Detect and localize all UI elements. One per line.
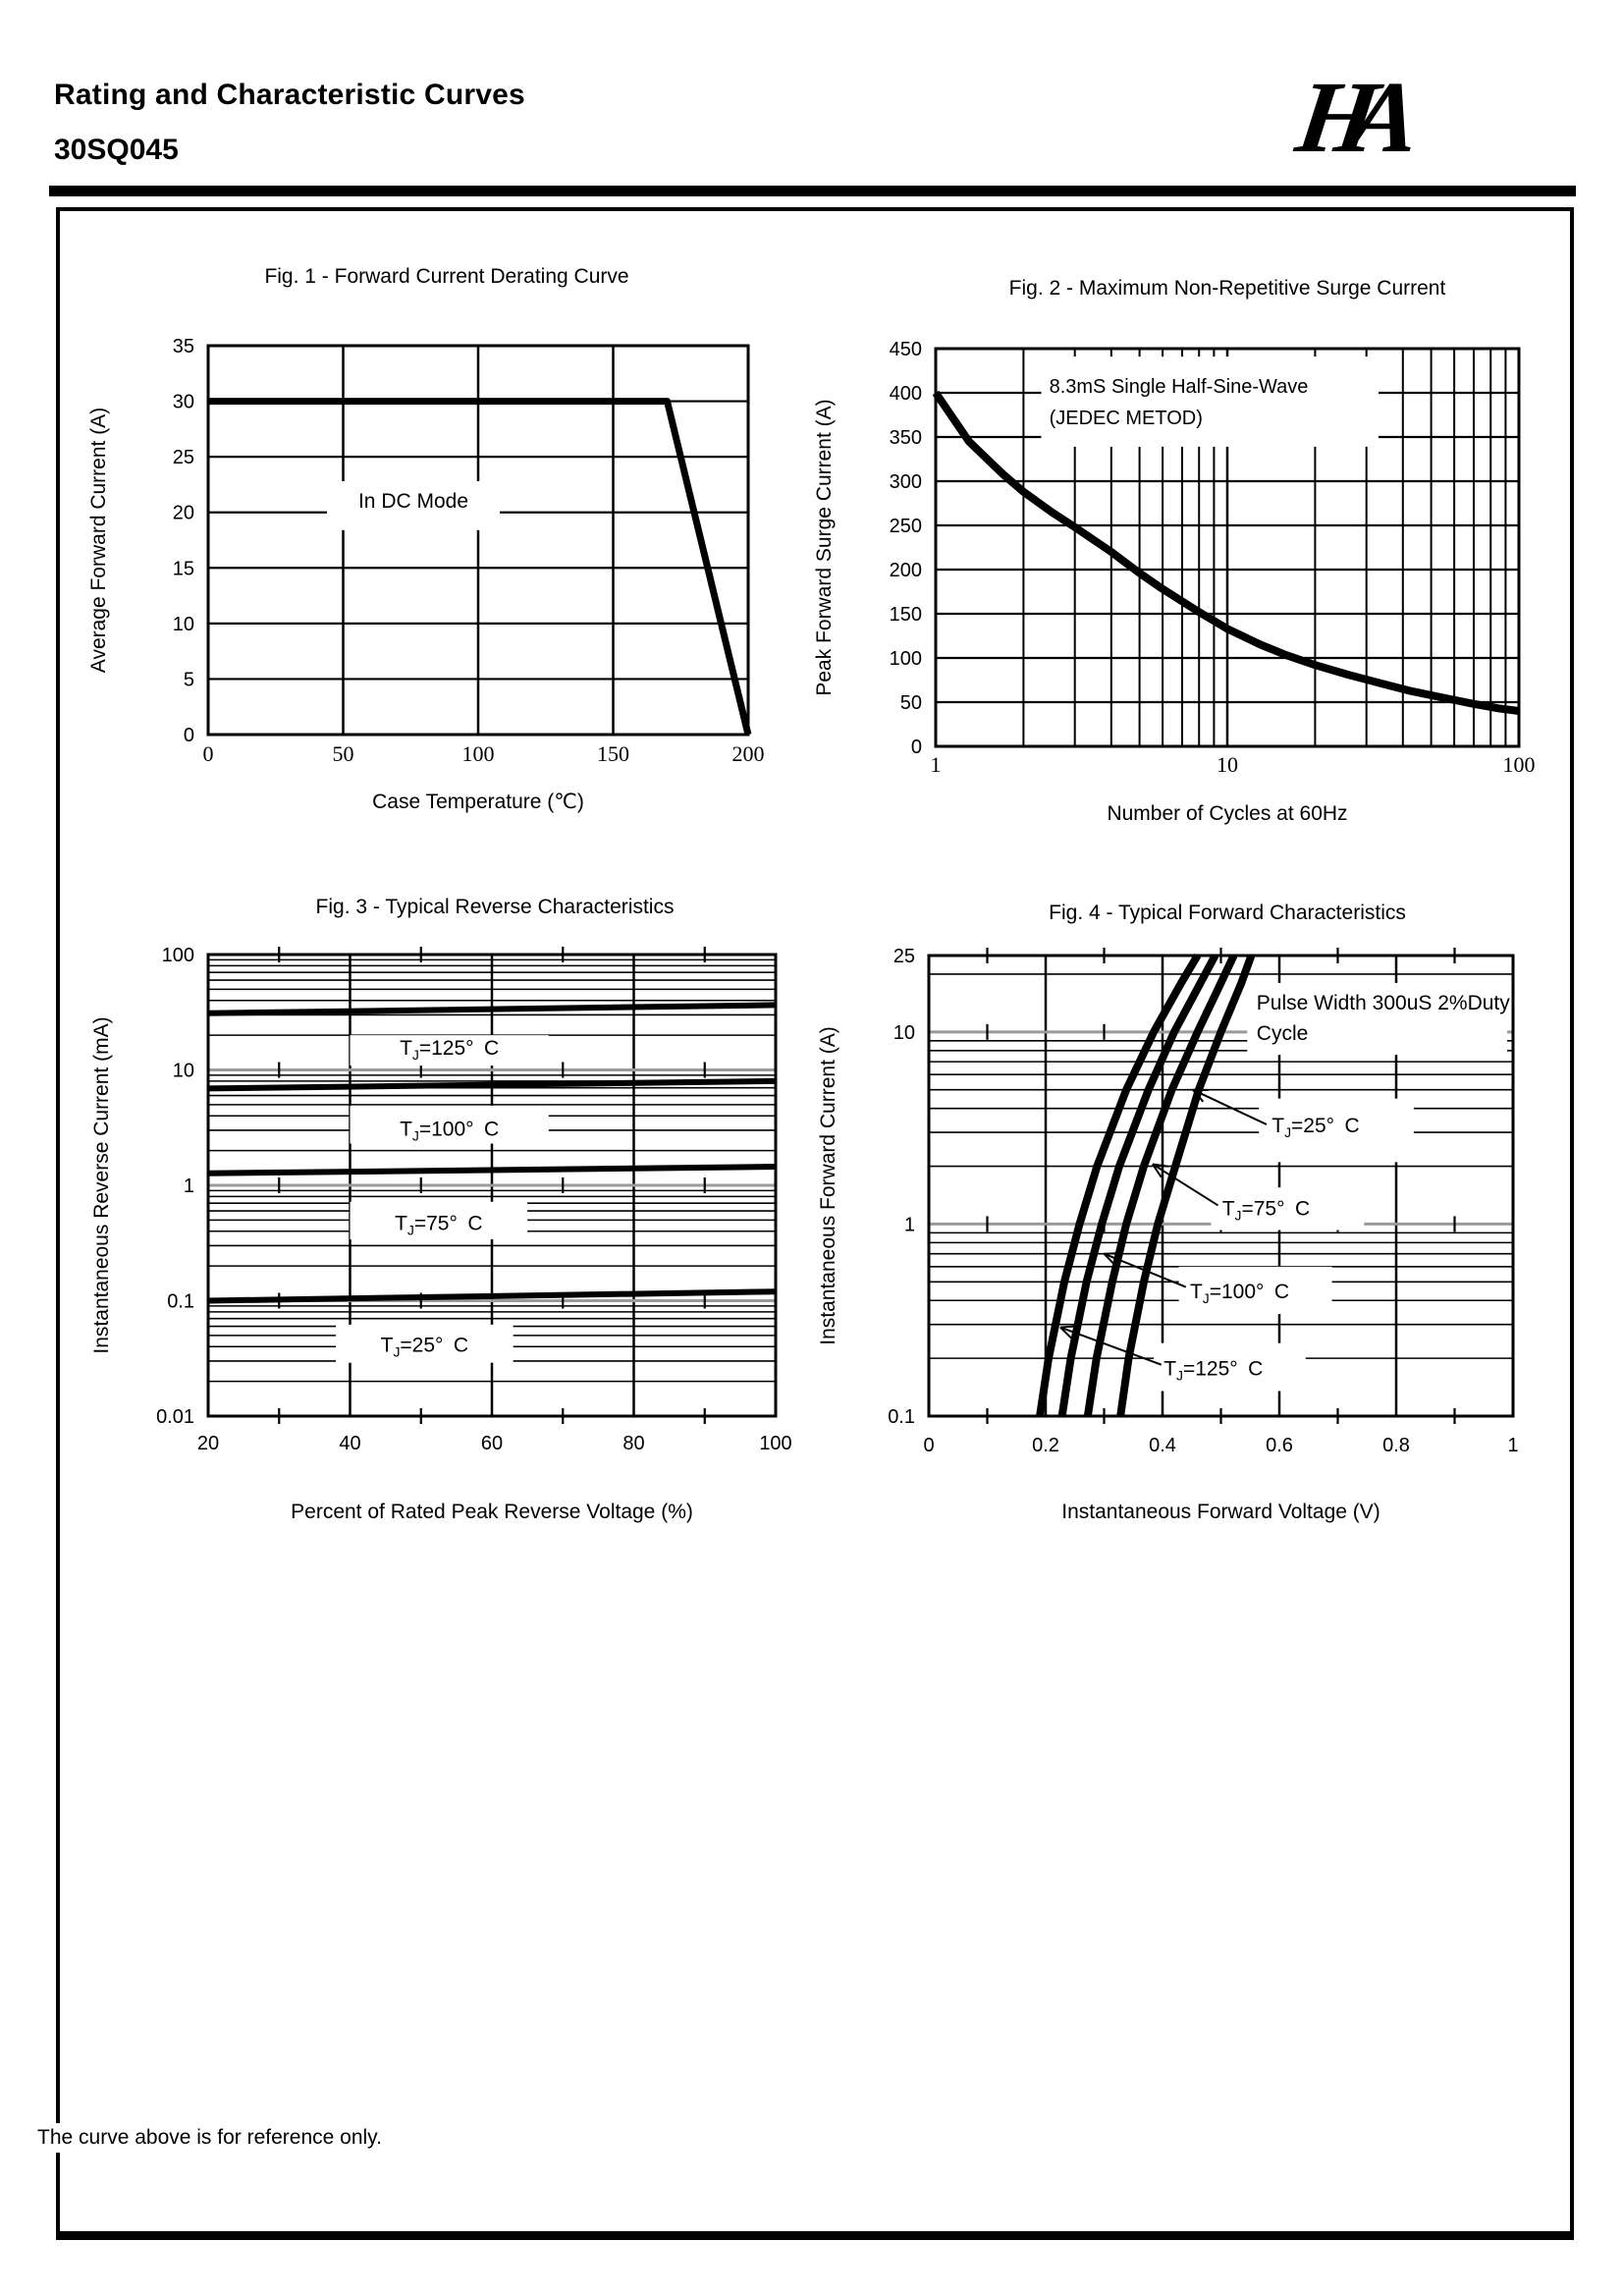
x-tick-label: 0.6 [1266,1435,1293,1456]
annotation-text: $T_J=75^\circ$ C [395,1212,483,1238]
company-logo: HA [1289,61,1401,174]
y-tick-label: 450 [889,339,922,360]
y-tick-label: 10 [172,1060,194,1082]
annotation-text: Cycle [1256,1021,1309,1045]
y-tick-label: 100 [889,648,922,670]
annotation-0 [351,1035,549,1066]
annotation-text: $T_J=125^\circ$ C [400,1036,500,1063]
y-tick-label: 0.01 [156,1406,194,1428]
x-tick-label: 40 [339,1433,361,1454]
y-tick-label: 300 [889,471,922,493]
annotation-0 [1247,983,1510,1055]
x-tick-label: 80 [622,1433,645,1454]
annotation-3 [336,1325,514,1363]
figure-3-title: Fig. 3 - Typical Reverse Characteristics [315,896,675,918]
x-tick-label: 50 [332,741,354,766]
annotation-text: $T_J=25^\circ$ C [1271,1115,1360,1141]
x-tick-label: 150 [597,741,629,766]
figure-2-chart [795,324,1571,840]
x-tick-label: 0.4 [1149,1435,1176,1456]
annotation-text: $T_J=75^\circ$ C [1221,1197,1311,1224]
figure-1-title: Fig. 1 - Forward Current Derating Curve [264,265,629,288]
y-tick-label: 400 [889,383,922,405]
figure-4-title: Fig. 4 - Typical Forward Characteristics [1049,902,1406,924]
annotation-arrowhead [1105,1253,1120,1254]
y-tick-label: 50 [899,692,922,714]
x-axis-label: Instantaneous Forward Voltage (V) [1061,1501,1380,1523]
y-tick-label: 30 [172,391,194,413]
annotation-text: In DC Mode [357,490,469,514]
x-tick-label: 1 [930,752,942,777]
x-tick-label: 100 [1502,752,1536,777]
x-tick-label: 0.2 [1032,1435,1059,1456]
y-tick-label: 35 [172,336,194,357]
x-tick-label: 100 [759,1433,792,1454]
series-curve-2 [208,1167,776,1174]
annotation-2 [1153,1164,1364,1230]
y-tick-label: 0.1 [888,1406,915,1428]
x-axis-label: Case Temperature (℃) [372,791,584,813]
y-tick-label: 15 [172,558,194,580]
y-tick-label: 0 [910,737,922,758]
page-title: Rating and Characteristic Curves [54,79,525,111]
y-axis-label: Peak Forward Surge Current (A) [813,399,836,696]
y-tick-label: 0.1 [167,1290,194,1313]
annotation-arrowhead [1060,1327,1076,1328]
footer-note: The curve above is for reference only. [35,2123,392,2153]
x-tick-label: 0 [923,1435,935,1456]
y-axis-label: Average Forward Current (A) [87,407,110,674]
figure-1-chart [59,324,766,835]
series-curve-0 [208,1005,776,1012]
x-tick-label: 0.8 [1382,1435,1410,1456]
annotation-0 [1041,356,1379,447]
header-rule [49,186,1576,196]
annotation-2 [351,1202,528,1239]
y-tick-label: 25 [172,447,194,469]
plot-area [208,346,748,735]
y-tick-label: 10 [172,613,194,635]
annotation-text: $T_J=100^\circ$ C [1189,1281,1290,1307]
y-tick-label: 200 [889,560,922,581]
y-tick-label: 1 [183,1175,194,1197]
part-number: 30SQ045 [54,134,179,166]
annotation-0 [327,481,500,530]
annotation-1 [351,1106,549,1144]
y-tick-label: 10 [893,1021,915,1044]
annotation-leader [1193,1090,1267,1124]
x-tick-label: 10 [1217,752,1238,777]
figure-3-chart [59,923,815,1557]
annotation-text: $T_J=100^\circ$ C [400,1118,500,1144]
y-axis-label: Instantaneous Forward Current (A) [817,1026,839,1345]
y-tick-label: 150 [889,604,922,626]
annotation-text: $T_J=25^\circ$ C [380,1334,469,1360]
x-tick-label: 200 [731,741,765,766]
figure-2-title: Fig. 2 - Maximum Non-Repetitive Surge Current [1008,277,1446,300]
y-tick-label: 25 [893,946,915,967]
x-tick-label: 20 [196,1433,220,1454]
x-tick-label: 0 [202,741,214,766]
annotation-1 [1193,1090,1414,1163]
y-tick-label: 20 [172,502,194,524]
x-tick-label: 100 [461,741,495,766]
x-tick-label: 60 [480,1433,504,1454]
annotation-text: (JEDEC METOD) [1049,408,1203,429]
y-axis-label: Instantaneous Reverse Current (mA) [90,1016,113,1354]
x-axis-label: Number of Cycles at 60Hz [1107,802,1348,825]
y-tick-label: 5 [183,669,194,691]
figure-4-chart [795,923,1571,1557]
y-tick-label: 100 [161,945,194,966]
annotation-text: $T_J=125^\circ$ C [1163,1357,1264,1384]
y-tick-label: 250 [889,516,922,537]
y-tick-label: 1 [903,1214,915,1236]
y-tick-label: 350 [889,427,922,449]
annotation-bg [1041,356,1379,447]
y-tick-label: 0 [183,725,194,746]
x-axis-label: Percent of Rated Peak Reverse Voltage (%) [291,1501,693,1523]
x-tick-label: 1 [1507,1435,1519,1456]
annotation-text: 8.3mS Single Half-Sine-Wave [1049,376,1309,398]
annotation-text: Pulse Width 300uS 2%Duty [1256,991,1510,1014]
